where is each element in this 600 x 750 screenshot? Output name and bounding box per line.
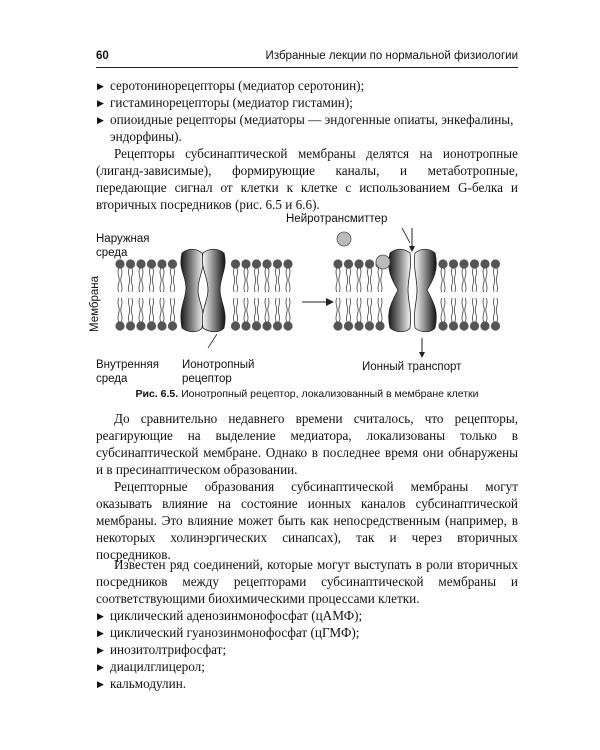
lipid-molecule — [115, 298, 124, 331]
closed-ionotropic-receptor — [181, 249, 225, 332]
receptor-pointer — [208, 334, 217, 348]
lipid-molecule — [241, 298, 250, 331]
ion-transport-label: Ионный транспорт — [362, 361, 462, 373]
list-item: ▶ циклический гуанозинмонофосфат (цГМФ); — [97, 625, 360, 640]
lipid-molecule — [365, 298, 374, 331]
list-item: ▶ инозитолтрифосфат; — [97, 642, 227, 657]
lipid-molecule — [438, 298, 447, 331]
ionotropic-receptor-label: Ионотропный рецептор — [182, 359, 255, 385]
list-item: ▶ циклический аденозинмонофосфат (цАМФ); — [97, 608, 363, 623]
caption-number: Рис. 6.5. — [135, 388, 179, 400]
figure-6-5 — [89, 210, 522, 385]
bullet-triangle-icon: ▶ — [97, 662, 104, 672]
lipid-molecule — [262, 298, 271, 331]
bullet-triangle-icon: ▶ — [97, 81, 104, 91]
lipid-molecule — [273, 298, 282, 331]
lipid-molecule — [491, 298, 500, 331]
bullet-triangle-icon: ▶ — [97, 115, 104, 125]
second-messenger-list — [96, 607, 518, 692]
lipid-molecule — [459, 298, 468, 331]
bullet-triangle-icon: ▶ — [97, 611, 104, 621]
bullet-triangle-icon: ▶ — [97, 645, 104, 655]
lipid-molecule — [480, 298, 489, 331]
bullet-triangle-icon: ▶ — [97, 679, 104, 689]
page-header — [96, 50, 518, 66]
text-block-2 — [96, 410, 518, 563]
lipid-molecule — [354, 298, 363, 331]
page-number: 60 — [96, 50, 109, 62]
text-block-3 — [96, 556, 518, 692]
caption-text: Ионотропный рецептор, локализованный в мембране клетки — [181, 388, 479, 400]
neurotransmitter-label: Нейротрансмиттер — [286, 213, 388, 225]
lipid-molecule — [168, 259, 177, 292]
lipid-molecule — [491, 259, 500, 292]
lipid-molecule — [136, 298, 145, 331]
lipid-molecule — [333, 259, 342, 292]
lipid-molecule — [283, 298, 292, 331]
lipid-molecule — [126, 298, 135, 331]
lipid-molecule — [252, 298, 261, 331]
lipid-molecule — [470, 298, 479, 331]
lipid-molecule — [344, 298, 353, 331]
lipid-molecule — [283, 259, 292, 292]
bound-neurotransmitter-molecule — [376, 255, 390, 269]
paragraph: До сравнительно недавнего времени считалось, что рецепторы, реагирующие на выделение медиатора, локализованы только в субсинаптической мембране. Однако в последнее время они обнаружены и в пресинаптическом образовании. — [96, 411, 518, 477]
membrane-label: Мембрана — [89, 275, 101, 332]
lipid-molecule — [449, 259, 458, 292]
paragraph: Известен ряд соединений, которые могут выступать в роли вторичных посредников между рецепторами субсинаптической мембраны и соответствующими биохимическими процессами клетки. — [96, 557, 518, 606]
lipid-molecule — [157, 259, 166, 292]
neurotransmitter-molecule — [337, 232, 351, 246]
lipid-molecule — [459, 259, 468, 292]
outer-medium-label: Наружная среда — [96, 233, 150, 259]
bullet-triangle-icon: ▶ — [97, 628, 104, 638]
lipid-molecule — [115, 259, 124, 292]
lipid-molecule — [375, 298, 384, 331]
lipid-molecule — [470, 259, 479, 292]
lipid-molecule — [147, 298, 156, 331]
membrane-diagram — [90, 210, 522, 380]
list-item: ▶ серотонинорецепторы (медиатор серотонин); — [97, 78, 365, 93]
bullet-triangle-icon: ▶ — [97, 98, 104, 108]
list-item: ▶ опиоидные рецепторы (медиаторы — эндогенные опиаты, энкефалины, эндорфины). — [97, 112, 514, 144]
lipid-molecule — [241, 259, 250, 292]
receptor-list — [96, 77, 518, 145]
lipid-molecule — [480, 259, 489, 292]
running-title: Избранные лекции по нормальной физиологии — [265, 50, 518, 62]
lipid-molecule — [168, 298, 177, 331]
lipid-molecule — [231, 298, 240, 331]
header-rule — [96, 67, 518, 68]
list-item: ▶ кальмодулин. — [97, 676, 187, 691]
inner-medium-label: Внутренняя среда — [96, 359, 159, 385]
lipid-molecule — [136, 259, 145, 292]
list-item: ▶ диацилглицерол; — [97, 659, 205, 674]
lipid-molecule — [354, 259, 363, 292]
lipid-molecule — [157, 298, 166, 331]
paragraph: Рецепторы субсинаптической мембраны делятся на ионотропные (лиганд-зависимые), формирующие каналы, и метаботропные, передающие сигнал от клетки к клетке с использованием G-белка и вторичных посредников (рис. 6.5 и 6.6). — [96, 146, 518, 212]
neurotransmitter-pointer — [402, 228, 410, 243]
lipid-molecule — [126, 259, 135, 292]
lipid-molecule — [273, 259, 282, 292]
paragraph: Рецепторные образования субсинаптической мембраны могут оказывать влияние на состояние ионных каналов субсинаптической мембраны. Это влияние может быть как непосредственным (например, в некоторых холинэргических синапсах), так и через вторичных посредников. — [96, 479, 518, 562]
lipid-molecule — [344, 259, 353, 292]
lipid-molecule — [333, 298, 342, 331]
transition-arrow-icon — [302, 298, 334, 306]
list-item: ▶ гистаминорецепторы (медиатор гистамин); — [97, 95, 353, 110]
lipid-molecule — [231, 259, 240, 292]
lipid-molecule — [147, 259, 156, 292]
text-block-1 — [96, 77, 518, 213]
open-ionotropic-receptor — [389, 249, 437, 332]
figure-caption — [96, 388, 518, 400]
lipid-molecule — [252, 259, 261, 292]
lipid-molecule — [365, 259, 374, 292]
lipid-molecule — [449, 298, 458, 331]
lipid-molecule — [438, 259, 447, 292]
lipid-molecule — [262, 259, 271, 292]
